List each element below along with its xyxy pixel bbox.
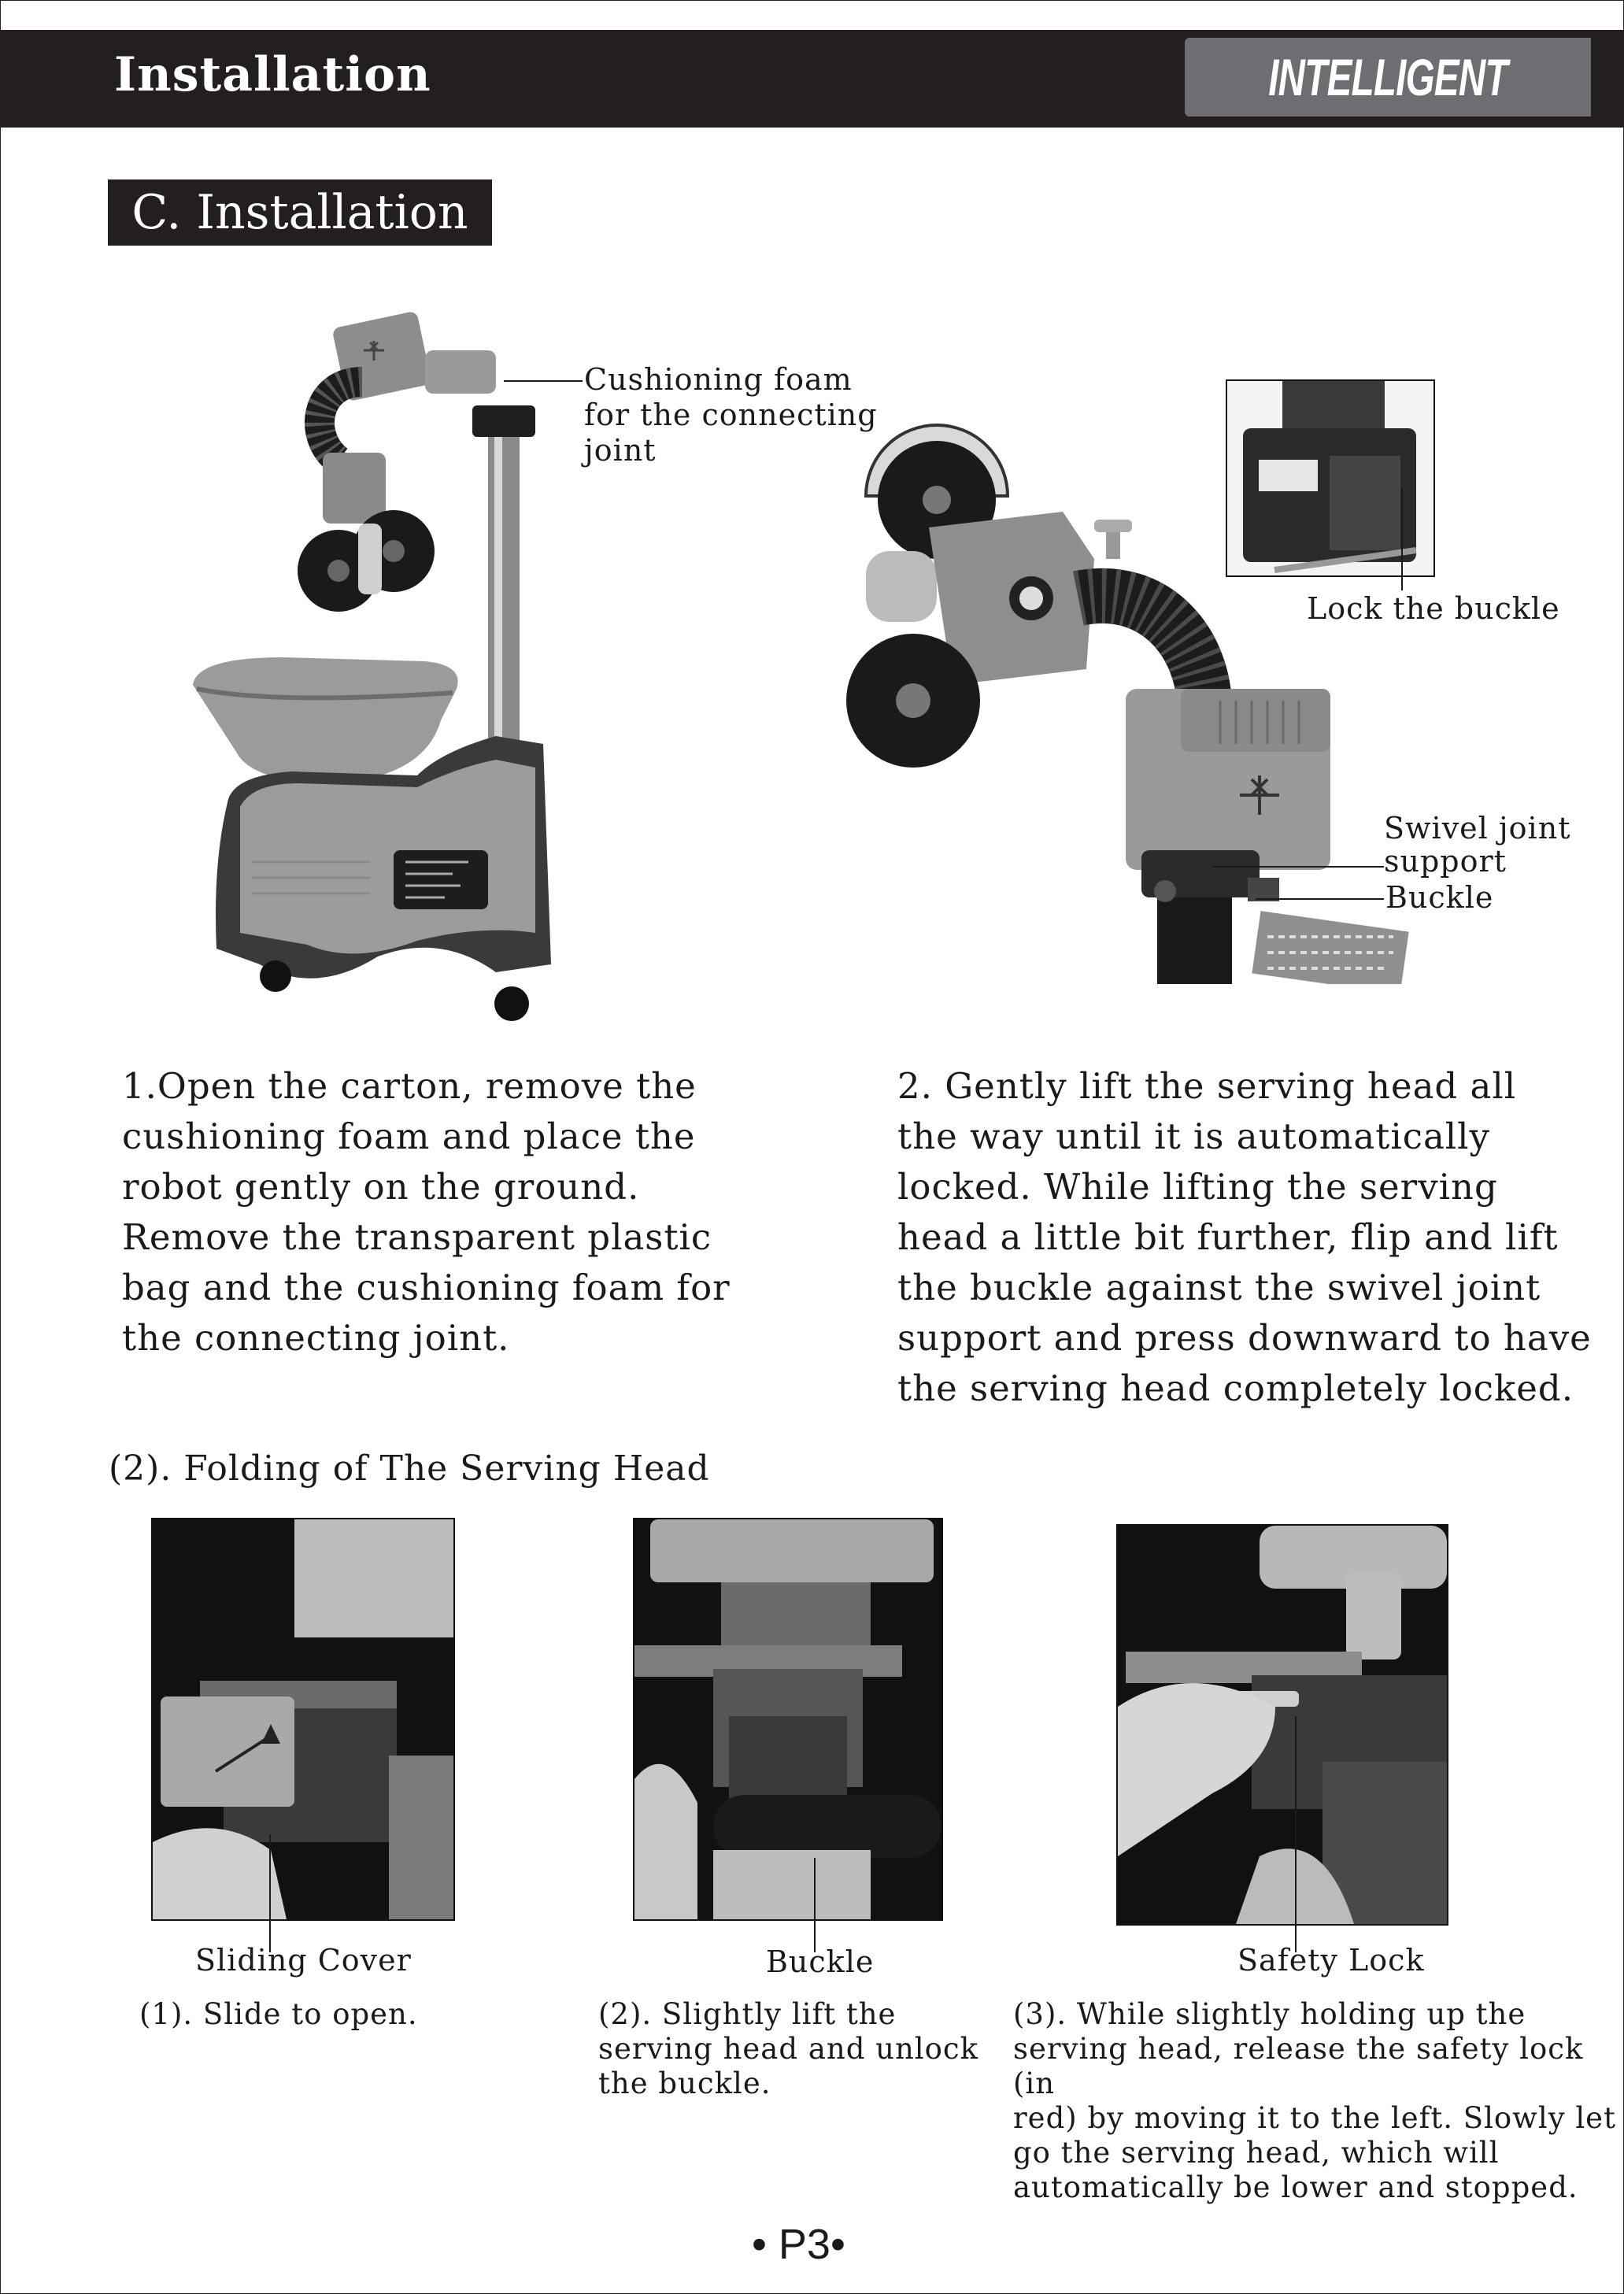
step-2-line: locked. While lifting the serving xyxy=(897,1166,1498,1208)
swivel-callout xyxy=(1384,812,1570,878)
step-1-line: bag and the cushioning foam for xyxy=(122,1267,731,1308)
lock-buckle-inset xyxy=(1226,379,1435,577)
step-2-line: the way until it is automatically xyxy=(897,1116,1490,1157)
step-1-line: robot gently on the ground. xyxy=(122,1166,640,1208)
swivel-callout-line-1: Swivel joint xyxy=(1384,811,1571,845)
step-2-line: head a little bit further, flip and lift xyxy=(897,1216,1559,1258)
fold-step-3-line: automatically be lower and stopped. xyxy=(1013,2170,1578,2204)
swivel-callout-line xyxy=(1212,866,1384,868)
sliding-cover-photo xyxy=(151,1518,455,1921)
fold-step-3-line: red) by moving it to the left. Slowly let xyxy=(1013,2101,1616,2135)
section-label: C. Installation xyxy=(108,179,492,246)
sliding-cover-callout-line xyxy=(269,1834,271,1952)
safety-lock-caption: Safety Lock xyxy=(1237,1943,1425,1978)
lock-buckle-callout-line xyxy=(1401,488,1403,590)
swivel-callout-line-2: support xyxy=(1384,844,1507,879)
buckle-callout-line xyxy=(1256,898,1384,900)
safety-lock-photo xyxy=(1116,1524,1448,1926)
step-1-line: the connecting joint. xyxy=(122,1317,510,1359)
step-2-line: the serving head completely locked. xyxy=(897,1367,1574,1409)
header-title: Installation xyxy=(114,47,431,102)
fold-step-3-line: go the serving head, which will xyxy=(1013,2136,1500,2170)
step-1-line: Remove the transparent plastic xyxy=(122,1216,712,1258)
step-2-line: support and press downward to have xyxy=(897,1317,1592,1359)
step-1-text xyxy=(122,1061,830,1363)
fold-step-1 xyxy=(139,1997,418,2032)
fold-step-3-line: (3). While slightly holding up the xyxy=(1013,1997,1526,2031)
foam-callout-line-1: Cushioning foam xyxy=(584,362,853,397)
step-2-line: the buckle against the swivel joint xyxy=(897,1267,1541,1308)
sliding-cover-caption: Sliding Cover xyxy=(195,1943,412,1978)
page-number: • P3• xyxy=(752,2221,845,2268)
step-1-line: cushioning foam and place the xyxy=(122,1116,696,1157)
step-2-text xyxy=(897,1061,1606,1414)
step-2-line: 2. Gently lift the serving head all xyxy=(897,1065,1517,1107)
brand-badge-text: INTELLIGENT SERVING ROBOT xyxy=(1268,48,1507,264)
robot-photo xyxy=(181,311,559,1031)
foam-callout-line-3: joint xyxy=(584,433,657,468)
fold-step-3-line: serving head, release the safety lock (in xyxy=(1013,2032,1584,2100)
brand-badge xyxy=(1185,38,1591,264)
fold-step-2-line: serving head and unlock xyxy=(598,2032,979,2066)
buckle-callout: Buckle xyxy=(1385,880,1494,915)
buckle-callout-line xyxy=(814,1858,816,1952)
lock-buckle-callout: Lock the buckle xyxy=(1307,591,1560,626)
fold-step-2-line: (2). Slightly lift the xyxy=(598,1997,897,2031)
fold-step-2 xyxy=(598,1997,978,2101)
safety-lock-callout-line xyxy=(1295,1716,1297,1952)
foam-callout-line xyxy=(504,380,583,382)
buckle-caption: Buckle xyxy=(766,1944,875,1979)
fold-step-3 xyxy=(1013,1997,1624,2205)
foam-callout-line-2: for the connecting xyxy=(584,398,878,432)
fold-step-1-line: (1). Slide to open. xyxy=(139,1997,418,2031)
fold-step-2-line: the buckle. xyxy=(598,2066,771,2100)
buckle-photo xyxy=(633,1518,943,1921)
step-1-line: 1.Open the carton, remove the xyxy=(122,1065,697,1107)
folding-heading: (2). Folding of The Serving Head xyxy=(109,1449,710,1489)
